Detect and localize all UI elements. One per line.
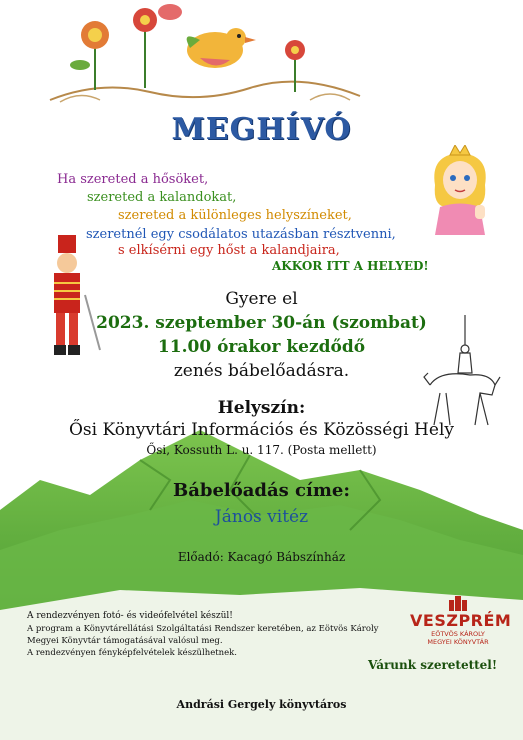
event-time: 11.00 órakor kezdődő <box>157 337 366 357</box>
note-line: Megyei Könyvtár támogatásával valósul meg. <box>27 636 223 646</box>
library-logo <box>410 595 512 650</box>
signature: Andrási Gergely könyvtáros <box>176 698 347 711</box>
performer: Előadó: Kacagó Bábszínház <box>177 550 346 564</box>
poem-highlight: AKKOR ITT A HELYED! <box>272 259 429 273</box>
logo-subtext: EÖTVÖS KÁROLY <box>431 630 485 638</box>
poem-line-3: szereted a különleges helyszíneket, <box>118 208 352 223</box>
princess-illustration <box>425 145 495 235</box>
logo-text: VESZPRÉM <box>410 611 512 630</box>
poem-line-2: szereted a kalandokat, <box>87 190 237 205</box>
event-type: zenés bábelőadásra. <box>173 361 350 381</box>
building-icon <box>448 595 468 611</box>
note-line: A rendezvényen fényképfelvételek készülhetnek. <box>27 648 238 658</box>
flower-icon <box>70 21 109 90</box>
closing-text: Várunk szeretettel! <box>368 658 498 672</box>
poem-line-1: Ha szereted a hősöket, <box>57 172 209 187</box>
venue-address: Ősi, Kossuth L. u. 117. (Posta mellett) <box>146 443 377 457</box>
page-title: MEGHÍVÓ <box>171 112 352 147</box>
venue-label: Helyszín: <box>217 398 306 418</box>
note-line: A rendezvényen fotó- és videófelvétel készül! <box>27 611 233 621</box>
poem-line-5: s elkísérni egy hőst a kalandjaira, <box>118 243 340 258</box>
venue-name: Ősi Könyvtári Információs és Közösségi Hely <box>69 420 454 440</box>
bird-icon <box>187 28 256 68</box>
invitation-line: Gyere el <box>225 289 298 309</box>
poem-line-4: szeretnél egy csodálatos utazásban résztvenni, <box>86 227 396 242</box>
floral-header-illustration <box>40 0 370 112</box>
note-line: A program a Könyvtárellátási Szolgáltatási Rendszer keretében, az Eötvös Károly <box>27 624 379 634</box>
mountains-background <box>0 420 523 740</box>
logo-subtext: MEGYEI KÖNYVTÁR <box>427 638 489 646</box>
show-name: János vitéz <box>214 507 309 527</box>
event-date: 2023. szeptember 30-án (szombat) <box>96 313 427 333</box>
show-label: Bábelőadás címe: <box>172 480 350 501</box>
